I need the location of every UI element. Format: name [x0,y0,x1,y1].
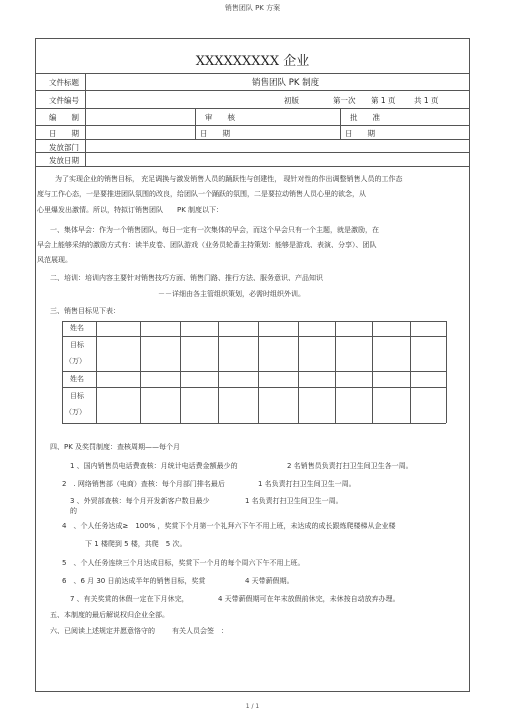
review-label: 审 核 [205,113,235,122]
rule-5: 5 、个人任务连续三个月达成目标，奖赏下一个月的每个周六下午不用上班。 [62,559,305,567]
row-name-2: 姓名 [70,375,84,383]
row-name-1: 姓名 [70,324,84,332]
rule-7a: 7 、有关奖赏的休假一定在下月休完， [70,595,189,603]
rule-1a: 1 、国内销售员电话费查核：月统计电话费金额最少的 [70,462,238,470]
section-1-line-2: 早会上能够采纳的激励方式有：读半皮卷、团队游戏（业务员轮番主持策划：能够是游戏、表演、分享）、团队 [37,241,377,249]
company-title: XXXXXXXXX 企业 [195,54,310,69]
rule-3a: 3 、外贸部查核：每个月开发新客户数目最少 [70,497,210,505]
section-1-line-1: 一、集体早会：作为一个销售团队，每日一定有一次集体的早会，而这个早会只有一个主题，就是激励，在 [50,226,379,234]
section-4-heading: 四、PK 及奖罚制度：查核周期——每个月 [50,443,181,451]
section-6a: 六、已阅读上述规定并愿意恪守的 [50,627,155,635]
page-total: 共 1 页 [414,96,439,105]
file-title-value: 销售团队 PK 制度 [252,78,320,88]
date-label-1: 日 期 [49,129,79,138]
rule-6a: 6 、6 月 30 日前达成半年的销售目标，奖赏 [62,577,206,585]
rule-1b: 2 名销售员负责打扫卫生间卫生各一周。 [287,462,413,470]
row-target-1b: （万） [65,357,86,365]
rule-4b: 下 1 楼爬到 5 楼，共爬 5 次。 [85,540,187,548]
intro-line-2: 度与工作心态，一是要推进团队氛围的改良，给团队一个踊跃的氛围，二是要拉动销售人员心里的欲念，从 [37,190,366,198]
page-no: 第 1 页 [371,96,396,105]
rule-2a: 2 . 网络销售部（电商）查核：每个月部门排名最后 [62,480,225,488]
row-target-1a: 目标 [70,341,84,349]
rule-3c: 的 [70,507,77,515]
page-header: 销售团队 PK 方案 [224,4,281,12]
row-target-2a: 目标 [70,392,84,400]
approve-label: 批 准 [350,113,380,122]
rule-3b: 1 名负责打扫卫生间卫生一周。 [245,497,343,505]
section-2-line-1: 二、培训：培训内容主要针对销售技巧方面、销售门路、推行方法、服务意识、产品知识 [50,274,323,282]
document-frame [35,38,470,692]
date-label-2: 日 期 [200,129,230,138]
rule-7b: 4 天带薪假期可在年末放假前休完，未休按自动放弃办理。 [218,595,400,603]
date-label-3: 日 期 [345,129,375,138]
file-title-label: 文件标题 [49,78,79,87]
compile-label: 编 制 [49,113,79,122]
issue-date-label: 发放日期 [49,156,79,165]
intro-line-3: 心里爆发出激情。所以，特拟订销售团队 PK 制度以下： [37,206,224,214]
rule-2b: 1 名负责打扫卫生间卫生一周。 [258,480,356,488]
revision: 第一次 [333,96,356,105]
section-5: 五、本制度的最后解说权归企业全部。 [50,611,169,619]
page-footer: 1 / 1 [245,703,260,710]
version: 初版 [284,96,299,105]
intro-line-1: 为了实现企业的销售目标， 充足调换与激发销售人员的踊跃性与创建性， 现针对性的作出调整销售人员的工作态 [55,175,403,183]
section-1-line-3: 风范展现。 [37,256,72,264]
section-6b: 有关人员会签 ： [172,627,228,635]
dept-label: 发放部门 [49,143,79,152]
row-target-2b: （万） [65,408,86,416]
rule-4a: 4 、个人任务达成≥ 100% ，奖赏下个月第一个礼拜六下午不用上班，未达成的成长跟炼爬楼梯从企业楼 [62,522,396,530]
rule-6b: 4 天带薪假期。 [245,577,294,585]
section-3-heading: 三、销售目标见下表： [50,307,120,315]
file-no-label: 文件编号 [49,96,79,105]
section-2-line-2: －－详细由各主管组织策划，必需时组织外训。 [158,290,305,298]
